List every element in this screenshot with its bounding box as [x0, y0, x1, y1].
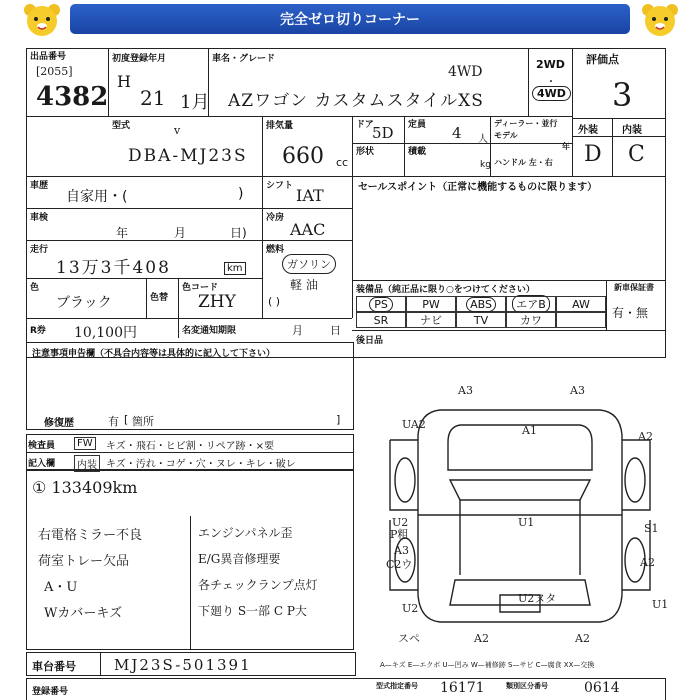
fuel-label: 燃料 — [266, 245, 285, 255]
svg-text:U2: U2 — [402, 602, 419, 615]
svg-text:A3: A3 — [394, 544, 409, 557]
hw-left-4: Wカバーキズ — [44, 606, 123, 621]
svg-text:UA2: UA2 — [402, 418, 426, 431]
repair-bracket: [ — [124, 413, 129, 426]
divider — [26, 208, 352, 209]
inspector-fw: FW — [74, 437, 96, 450]
usage-label: 車歴 — [30, 181, 49, 191]
inspection-label: 車検 — [30, 213, 49, 223]
divider — [352, 330, 666, 331]
divider — [26, 240, 352, 241]
drive-dot: ・ — [546, 77, 556, 88]
name-change-month: 月 — [292, 324, 303, 337]
equip-sr: SR — [356, 312, 406, 328]
hw-left-1: 右電格ミラー不良 — [38, 528, 143, 543]
load-label: 積載 — [408, 147, 427, 157]
usage-close: ) — [238, 186, 244, 202]
shift-label: シフト — [266, 181, 294, 191]
banner-title: 完全ゼロ切りコーナー — [70, 4, 630, 34]
import-label: ディーラー・並行 — [494, 119, 558, 128]
hw-right-2: E/G異音修理要 — [198, 552, 281, 566]
bottom-f1-label: 型式指定番号 — [376, 682, 418, 690]
grade-label: 評価点 — [586, 53, 619, 66]
divider — [100, 652, 101, 676]
divider — [26, 318, 352, 319]
repair-close: ] — [336, 413, 341, 426]
inspector-items: キズ・飛石・ヒビ割・リペア跡・×要 — [106, 441, 274, 452]
lot-label: 出品番号 — [30, 52, 67, 62]
svg-text:U2ヌタ: U2ヌタ — [518, 592, 557, 605]
chassis-label: 車台番号 — [32, 660, 76, 673]
usage-value: 自家用・( — [66, 189, 128, 205]
color-value: ブラック — [56, 295, 112, 311]
entry-items: キズ・汚れ・コゲ・穴・ヌレ・キレ・破レ — [106, 459, 296, 470]
lot-number: 4382 — [36, 82, 109, 112]
displacement-label: 排気量 — [266, 121, 294, 131]
after-label: 後日品 — [356, 336, 384, 346]
svg-text:A2: A2 — [640, 556, 655, 569]
bear-mascot-icon — [640, 2, 680, 38]
capacity-unit: 人 — [478, 134, 488, 145]
aircon-value: AAC — [290, 220, 326, 239]
divider — [26, 452, 354, 453]
bottom-f2-label: 類別区分番号 — [506, 682, 548, 690]
sales-point-label: セールスポイント（正常に機能するものに限ります） — [358, 182, 598, 193]
divider — [262, 116, 263, 176]
hw-right-1: エンジンパネル歪 — [198, 526, 293, 540]
first-reg-label: 初度登録年月 — [112, 54, 167, 64]
repair-value: 有 — [108, 415, 119, 428]
divider — [262, 176, 263, 318]
fuel-alt: 軽 油 — [290, 278, 318, 292]
import-year-label: 年 — [562, 142, 570, 151]
svg-text:A2: A2 — [638, 430, 653, 443]
car-label: 車名・グレード — [212, 54, 276, 64]
model-mark: v — [174, 124, 181, 137]
first-reg-year: 21 — [140, 86, 166, 110]
hw-left-2: 荷室トレー欠品 — [38, 554, 130, 569]
divider — [26, 278, 262, 279]
equip-abs: ABS — [456, 296, 506, 312]
svg-text:A3: A3 — [570, 384, 585, 397]
name-change-day: 日 — [330, 324, 341, 337]
drive-2wd: 2WD — [536, 58, 565, 71]
ext-score: D — [584, 142, 602, 167]
color-code-label: 色コード — [182, 283, 219, 293]
equip-navi: ナビ — [406, 312, 456, 328]
divider — [572, 136, 666, 137]
bottom-v2: 0614 — [584, 680, 620, 696]
int-label: 内装 — [622, 125, 642, 136]
bottom-v1: 16171 — [440, 680, 485, 696]
recycle-label: R券 — [30, 326, 46, 336]
inspector-label: 検査員 — [28, 441, 56, 451]
entry-in: 内装 — [74, 455, 100, 472]
divider — [404, 116, 405, 176]
inspection-month: 月 — [174, 226, 187, 240]
inspection-day: 日) — [230, 226, 247, 240]
repair-place: 箇所 — [132, 415, 154, 428]
hw-right-3: 各チェックランプ点灯 — [198, 578, 318, 592]
drive-4wd-circled: 4WD — [532, 86, 571, 101]
svg-text:A2: A2 — [575, 632, 590, 645]
svg-text:U2: U2 — [392, 516, 409, 529]
car-damage-diagram — [370, 380, 670, 650]
svg-text:スペ: スペ — [398, 632, 420, 645]
equip-tv: TV — [456, 312, 506, 328]
divider — [352, 116, 353, 176]
inspection-year: 年 — [116, 226, 129, 240]
shift-value: IAT — [296, 186, 324, 205]
equip-airbag: エアB — [506, 296, 556, 312]
notes-label: 注意事項申告欄（不具合内容等は具体的に記入して下さい） — [32, 349, 276, 359]
divider — [146, 278, 147, 318]
divider — [208, 48, 209, 116]
fuel-circled: ガソリン — [282, 254, 336, 274]
divider — [612, 118, 613, 176]
svg-text:C2ウ: C2ウ — [386, 558, 413, 571]
bear-mascot-icon — [22, 2, 62, 38]
name-change-label: 名変通知期限 — [182, 326, 237, 336]
divider — [572, 118, 666, 119]
car-drive: 4WD — [448, 64, 483, 80]
color-code: ZHY — [198, 292, 236, 312]
divider — [352, 176, 353, 318]
model-value: DBA-MJ23S — [128, 146, 248, 166]
hw-right-4: 下廻り S一部 C P大 — [198, 604, 307, 618]
divider — [352, 280, 666, 281]
equip-blank — [556, 312, 606, 328]
svg-text:A1: A1 — [522, 424, 537, 437]
hw-left-3: A・U — [44, 580, 78, 595]
divider — [572, 48, 573, 176]
divider — [178, 278, 179, 318]
displacement-unit: cc — [336, 156, 349, 169]
divider — [528, 48, 529, 116]
capacity-label: 定員 — [408, 120, 427, 130]
svg-text:A3: A3 — [458, 384, 473, 397]
bottom-label: 登録番号 — [32, 687, 69, 697]
lot-id: [2055] — [36, 65, 73, 78]
repair-label: 修復歴 — [44, 418, 74, 429]
equip-leather: カワ — [506, 312, 556, 328]
svg-text:P粗: P粗 — [390, 528, 409, 541]
capacity-value: 4 — [452, 124, 462, 142]
car-name: AZワゴン カスタムスタイルXS — [228, 91, 484, 111]
color-label: 色 — [30, 283, 40, 293]
equip-ps: PS — [356, 296, 406, 312]
divider — [26, 176, 666, 177]
divider — [178, 318, 179, 338]
warranty-value: 有・無 — [612, 306, 649, 320]
grade-score: 3 — [612, 76, 633, 114]
mileage-label: 走行 — [30, 245, 49, 255]
warranty-label: 新車保証書 — [614, 283, 654, 292]
svg-text:U1: U1 — [518, 516, 535, 529]
equip-aw: AW — [556, 296, 606, 312]
svg-text:A2: A2 — [474, 632, 489, 645]
entry-label: 記入欄 — [28, 459, 56, 469]
divider — [190, 516, 191, 650]
svg-text:S1: S1 — [644, 522, 659, 535]
load-unit: kg — [480, 160, 491, 170]
ext-label: 外装 — [578, 125, 598, 136]
doors-label: ドア — [356, 120, 374, 130]
equip-pw: PW — [406, 296, 456, 312]
mileage-value: 13万3千408 — [56, 258, 171, 278]
recycle-value: 10,100円 — [74, 325, 137, 341]
fuel-paren: ( ) — [268, 295, 281, 308]
svg-text:U1: U1 — [652, 598, 669, 611]
aircon-label: 冷房 — [266, 213, 285, 223]
divider — [352, 143, 572, 144]
handle-label: ハンドル 左・右 — [494, 158, 553, 167]
int-score: C — [628, 142, 645, 167]
displacement-value: 660 — [282, 144, 324, 169]
import-model-label: モデル — [494, 131, 518, 140]
model-label: 型式 — [112, 121, 131, 131]
equipment-label: 装備品（純正品に限り○をつけてください） — [356, 285, 535, 295]
first-reg-month: 1月 — [180, 92, 210, 113]
mileage-unit: km — [224, 262, 246, 275]
shape-label: 形状 — [356, 147, 375, 157]
doors-value: 5D — [372, 124, 394, 142]
hw-odo: ① 133409km — [32, 478, 138, 497]
chassis-value: MJ23S-501391 — [114, 656, 252, 674]
divider — [606, 280, 607, 330]
divider — [108, 48, 109, 116]
color-tone-label: 色替 — [150, 293, 169, 303]
bottom-box — [26, 678, 666, 700]
diagram-legend: A—キズ E—エクボ U—凹み W—補修跡 S—サビ C—腐食 XX—交換 — [380, 661, 595, 669]
first-reg-era: H — [117, 72, 131, 91]
